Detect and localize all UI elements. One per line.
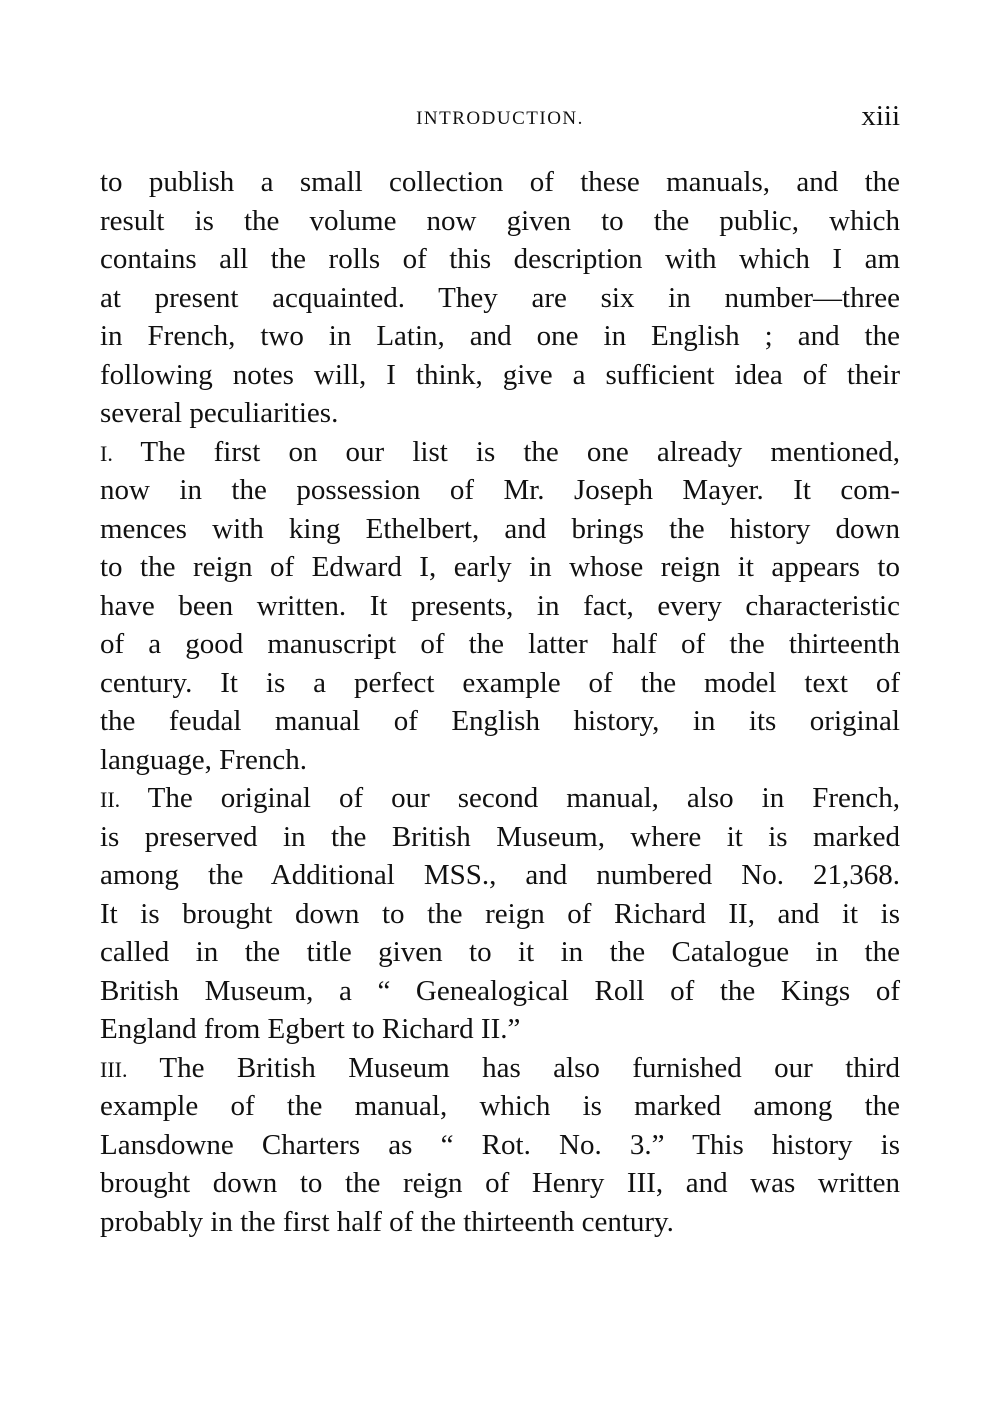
line-text: England from Egbert to Richard II.” <box>100 1013 521 1045</box>
text-line <box>100 972 900 1011</box>
section-numeral: III. <box>100 1056 128 1082</box>
text-line <box>100 356 900 395</box>
text-line <box>100 818 900 857</box>
text-line <box>100 240 900 279</box>
line-text: is preserved in the British Museum, where it is marked <box>100 820 900 853</box>
line-text: result is the volume now given to the public, which <box>100 204 900 237</box>
text-line <box>100 625 900 664</box>
text-line <box>100 471 900 510</box>
line-text: century. It is a perfect example of the model text of <box>100 666 900 699</box>
text-line <box>100 317 900 356</box>
line-text: The original of our second manual, also in French, <box>147 782 900 814</box>
line-text: several peculiarities. <box>100 397 339 429</box>
text-line <box>100 202 900 241</box>
running-title: INTRODUCTION. <box>416 108 584 129</box>
line-text: among the Additional MSS., and numbered No. 21,368. <box>100 859 900 891</box>
paragraph <box>100 1049 900 1242</box>
text-line <box>100 895 900 934</box>
line-text: of a good manuscript of the latter half of the thirteenth <box>100 628 900 660</box>
line-text: to the reign of Edward I, early in whose reign it appears to <box>100 551 900 583</box>
paragraph <box>100 433 900 780</box>
text-line <box>100 163 900 202</box>
section-numeral: II. <box>100 787 121 812</box>
line-text: now in the possession of Mr. Joseph Mayer. It com- <box>100 474 900 506</box>
line-text: language, French. <box>100 743 307 776</box>
text-line <box>100 1010 900 1049</box>
text-line <box>100 856 900 895</box>
line-text: the feudal manual of English history, in its original <box>100 705 900 737</box>
text-line <box>100 433 900 472</box>
text-line <box>100 779 900 818</box>
line-text: mences with king Ethelbert, and brings the history down <box>100 512 900 545</box>
line-text: probably in the first half of the thirteenth century. <box>100 1205 674 1238</box>
text-line <box>100 702 900 741</box>
section-numeral: I. <box>100 440 113 466</box>
line-text: contains all the rolls of this description with which I am <box>100 243 900 275</box>
line-text: following notes will, I think, give a sufficient idea of their <box>100 358 900 391</box>
line-text: have been written. It presents, in fact, every characteristic <box>100 589 900 622</box>
text-line <box>100 664 900 703</box>
text-line <box>100 587 900 626</box>
page-number: xiii <box>861 100 900 132</box>
line-text: It is brought down to the reign of Richard II, and it is <box>100 897 900 930</box>
text-line <box>100 279 900 318</box>
text-line <box>100 1164 900 1203</box>
text-line <box>100 1126 900 1165</box>
line-text: called in the title given to it in the Catalogue in the <box>100 936 900 968</box>
text-line <box>100 1203 900 1242</box>
line-text: in French, two in Latin, and one in English ; and the <box>100 320 900 352</box>
line-text: to publish a small collection of these manuals, and the <box>100 166 900 198</box>
line-text: at present acquainted. They are six in number—three <box>100 281 900 314</box>
line-text: British Museum, a “ Genealogical Roll of the Kings of <box>100 974 900 1007</box>
line-text: Lansdowne Charters as “ Rot. No. 3.” This history is <box>100 1128 900 1161</box>
text-line <box>100 1087 900 1126</box>
line-text: The first on our list is the one already mentioned, <box>140 435 900 468</box>
paragraph <box>100 163 900 433</box>
text-line <box>100 1049 900 1088</box>
text-line <box>100 510 900 549</box>
text-line <box>100 394 900 433</box>
text-line <box>100 548 900 587</box>
line-text: example of the manual, which is marked among the <box>100 1090 900 1122</box>
running-head <box>100 100 900 136</box>
body-text <box>100 163 900 1241</box>
line-text: brought down to the reign of Henry III, and was written <box>100 1167 900 1199</box>
text-line <box>100 741 900 780</box>
text-line <box>100 933 900 972</box>
paragraph <box>100 779 900 1049</box>
line-text: The British Museum has also furnished our third <box>159 1051 900 1084</box>
